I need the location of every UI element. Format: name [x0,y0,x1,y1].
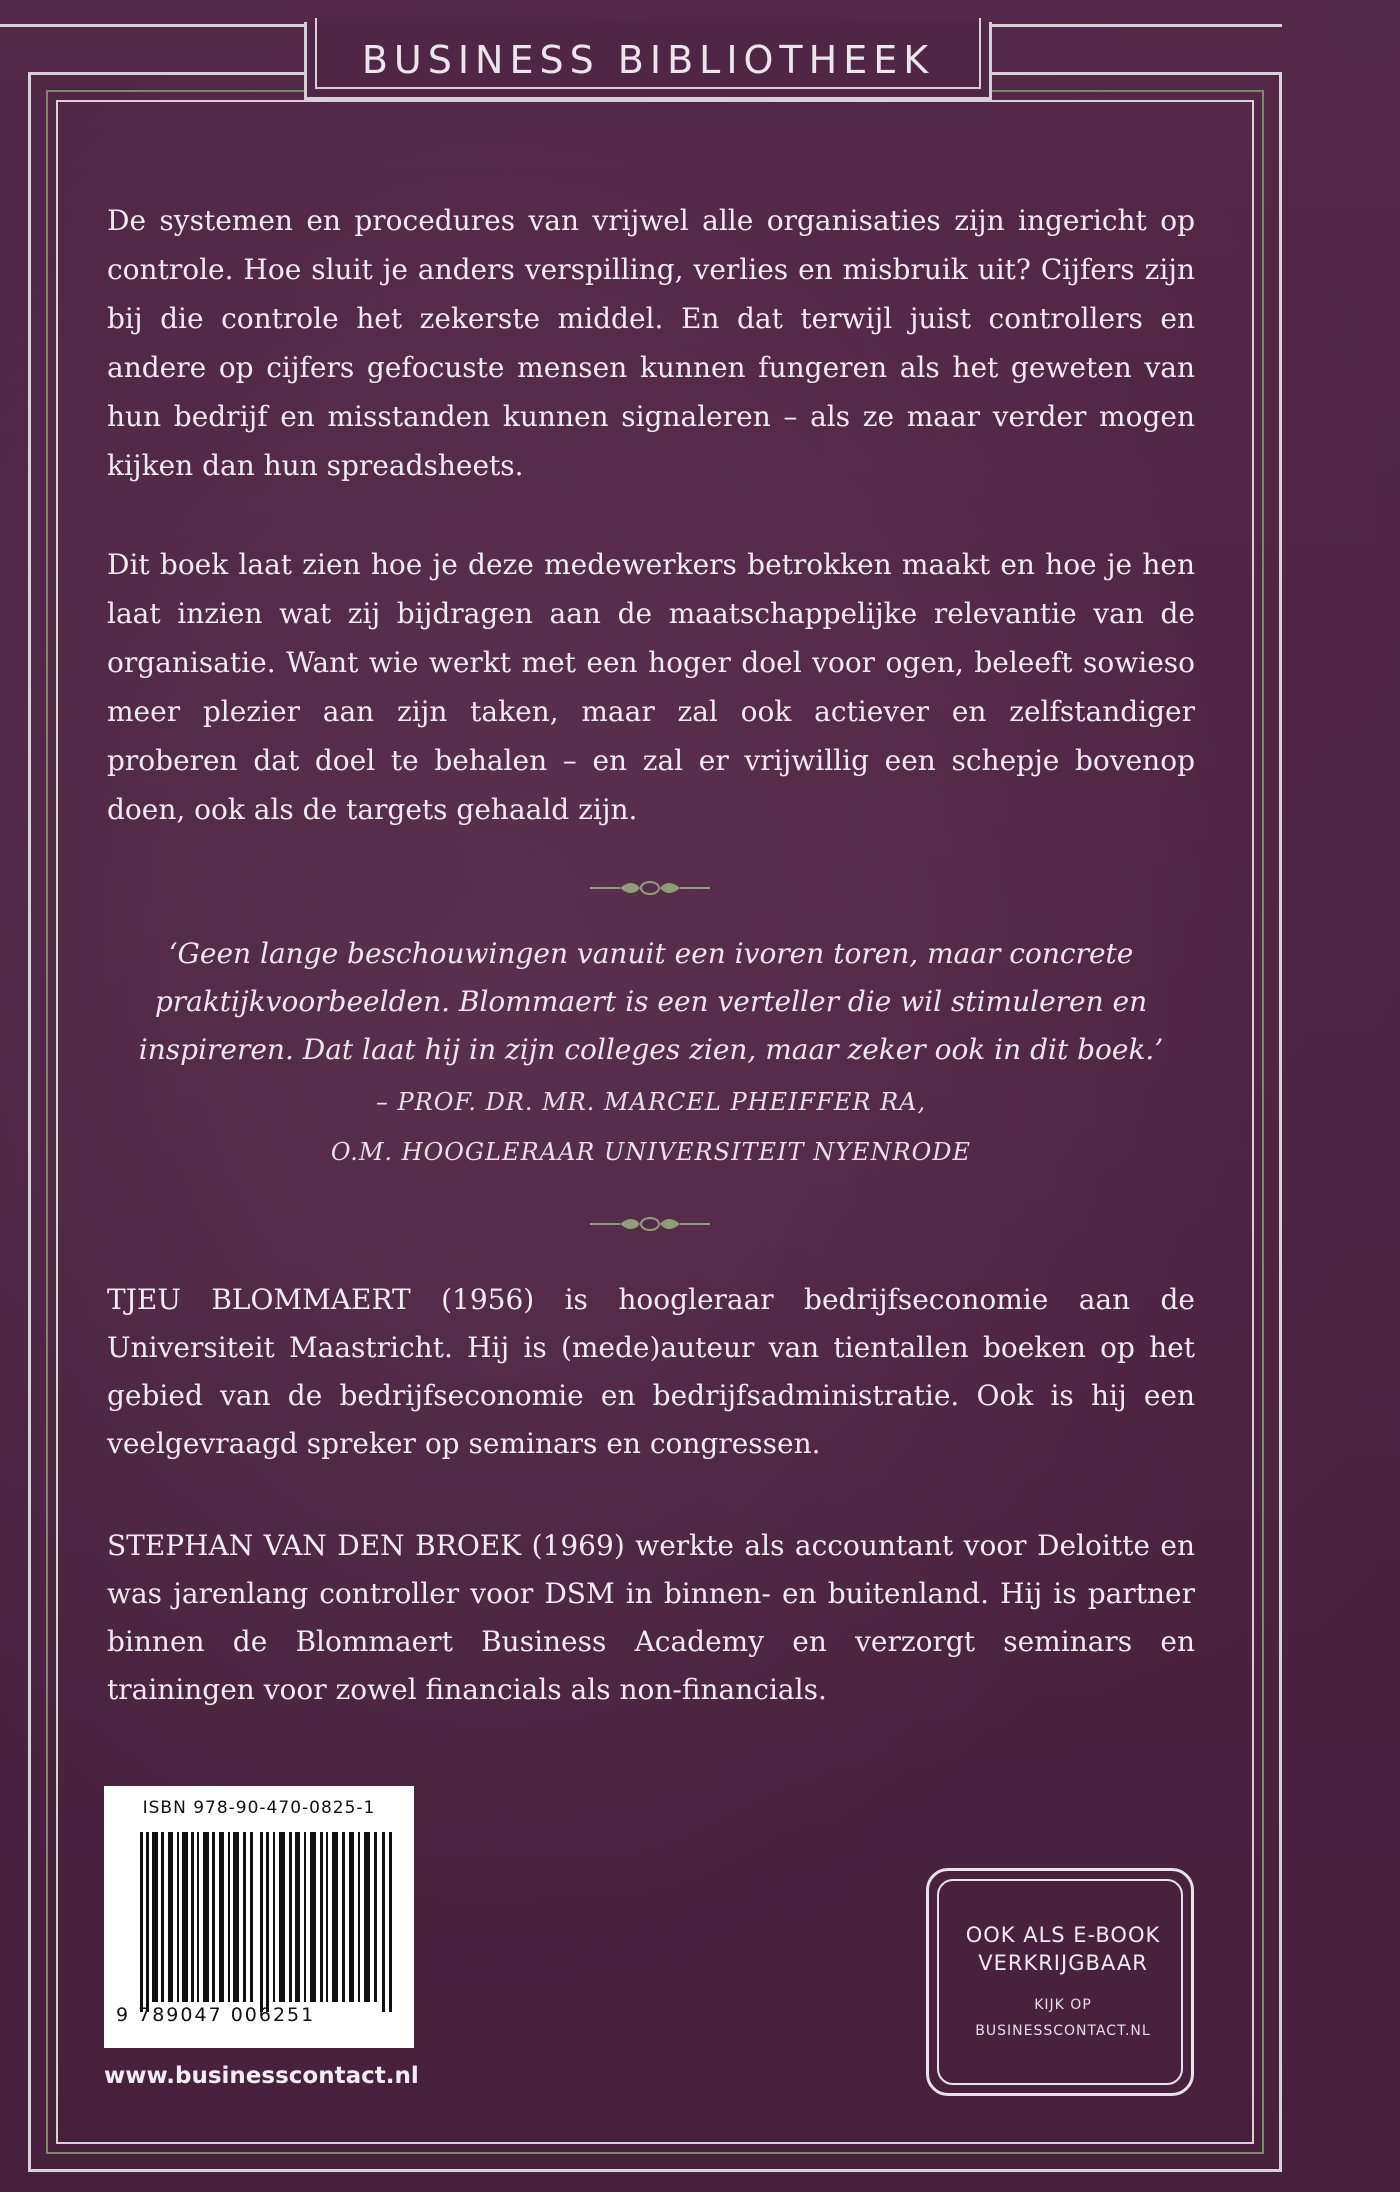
series-title: BUSINESS BIBLIOTHEEK [361,37,935,82]
description-paragraph-1: De systemen en procedures van vrijwel alle organisaties zijn ingericht op controle. Hoe sluit je anders verspilling, verlies en misbruik uit? Cijfers zijn bij die controle het zekerste middel. En dat terwijl juist controllers en andere op cijfers gefocuste mensen kunnen fungeren als het geweten van hun bedrijf en misstanden kunnen signaleren – als ze maar verder mogen kijken dan hun spreadsheets. [107,204,1195,482]
author-bio-blommaert: TJEU BLOMMAERT (1956) is hoogleraar bedrijfseconomie aan de Universiteit Maastricht. Hij is (mede)auteur van tientallen boeken op het gebied van de bedrijfseconomie en bedrijfsadministratie. Ook is hij een veelgevraagd spreker op seminars en congressen. [107,1283,1195,1460]
ornament-divider-icon [590,1212,710,1236]
isbn-text: ISBN 978-90-470-0825-1 [142,1798,376,1818]
description-paragraph-2: Dit boek laat zien hoe je deze medewerkers betrokken maakt en hoe je hen laat inzien wat zij bijdragen aan de maatschappelijke relevantie van de organisatie. Want wie werkt met een hoger doel voor ogen, beleeft sowieso meer plezier aan zijn taken, maar zal ook actiever en zelfstandiger proberen dat doel te behalen – en zal er vrijwillig een schepje bovenop doen, ook als de targets gehaald zijn. [107,548,1195,826]
ebook-line-4: BUSINESSCONTACT.NL [975,2023,1151,2039]
quote-line-1: ‘Geen lange beschouwingen vanuit een ivoren toren, maar concrete [168,937,1134,970]
quote-attribution-title: O.M. HOOGLERAAR UNIVERSITEIT NYENRODE [330,1138,972,1166]
quote-attribution-name: – PROF. DR. MR. MARCEL PHEIFFER RA, [375,1088,927,1116]
quote-line-3: inspireren. Dat laat hij in zijn colleges zien, maar zeker ook in dit boek.’ [138,1033,1164,1066]
publisher-website: www.businesscontact.nl [104,2063,419,2089]
barcode-icon [140,1832,398,2012]
barcode-label [104,1786,414,2048]
author-bio-van-den-broek: STEPHAN VAN DEN BROEK (1969) werkte als accountant voor Deloitte en was jarenlang controller voor DSM in binnen- en buitenland. Hij is partner binnen de Blommaert Business Academy en verzorgt seminars en trainingen voor zowel financials als non-financials. [107,1529,1195,1706]
ebook-line-3: KIJK OP [1034,1997,1092,2013]
ebook-line-2: VERKRIJGBAAR [978,1951,1148,1975]
ebook-line-1: OOK ALS E-BOOK [965,1923,1161,1947]
series-title-tab [304,22,992,100]
barcode-digits: 9 789047 006251 [116,2004,316,2026]
ebook-badge [926,1868,1194,2096]
ornament-divider-icon [590,876,710,900]
quote-line-2: praktijkvoorbeelden. Blommaert is een verteller die wil stimuleren en [154,985,1148,1018]
ebook-badge-border [937,1879,1183,2085]
